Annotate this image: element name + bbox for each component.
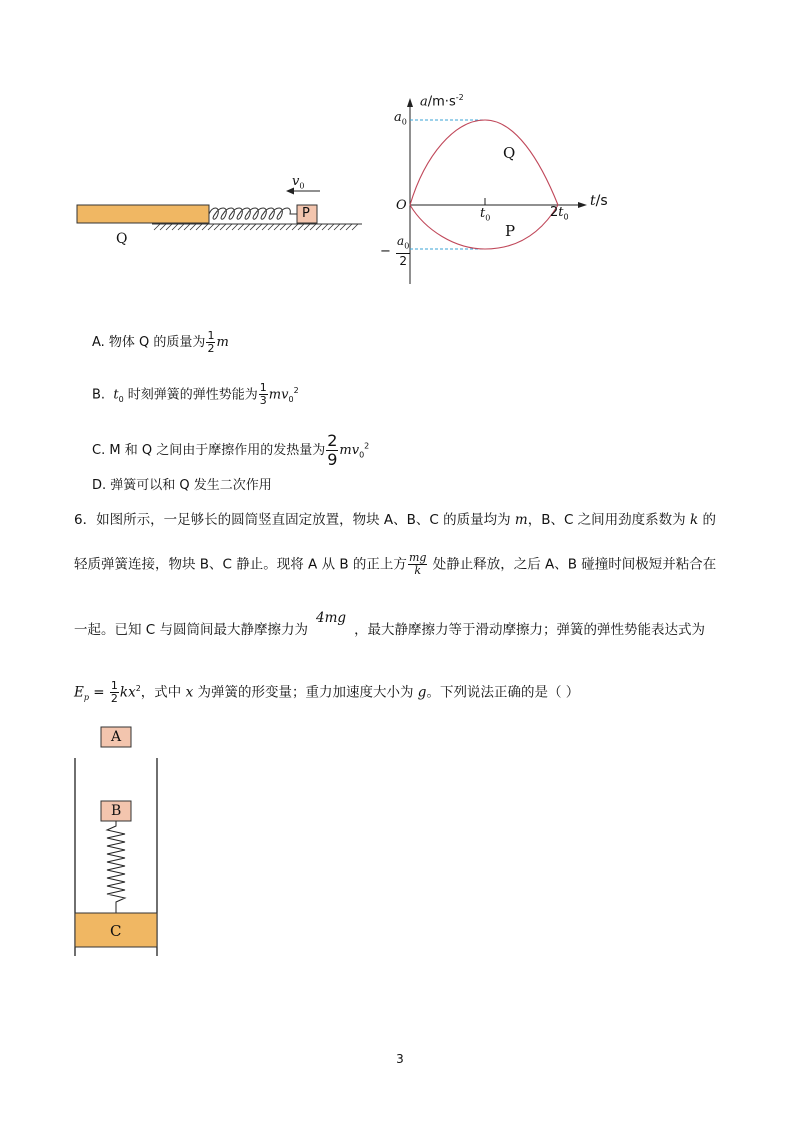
label-v0: $v_0$ <box>292 174 305 191</box>
option-c: C. M 和 Q 之间由于摩擦作用的发热量为 $\frac{2}{9}$ $mv_0^2$ <box>92 431 370 469</box>
question6-line2: 轻质弹簧连接，物块 B、C 静止。现将 A 从 B 的正上方 $\frac{mg}{k}$ 处静止释放，之后 A、B 碰撞时间极短并粘合在 <box>74 551 717 577</box>
option-a: A. 物体 Q 的质量为 $\frac{1}{2}$ m <box>92 329 229 355</box>
graph-a-t <box>380 90 620 290</box>
spring-horizontal <box>209 208 297 219</box>
curve-q <box>410 120 558 205</box>
label-block-a: A <box>111 729 122 745</box>
question6-line3: 一起。已知 C 与圆筒间最大静摩擦力为4mg，最大静摩擦力等于滑动摩擦力；弹簧的弹性势能表达式为 <box>74 610 706 638</box>
label-block-q: Q <box>116 231 128 247</box>
label-block-c: C <box>110 922 122 940</box>
figure-spring-blocks <box>70 170 370 250</box>
graph-t0-label: $t_0$ <box>480 206 491 223</box>
label-block-b: B <box>111 803 122 819</box>
graph-y-label: $a/m\cdot s^{-2}$ <box>420 93 464 110</box>
graph-curve-q-label: Q <box>503 144 516 162</box>
graph-neg-a0-half-label: − $\frac{a_0}{2}$ <box>380 234 410 269</box>
question6-line1: 6．如图所示，一足够长的圆筒竖直固定放置，物块 A、B、C 的质量均为 m，B、C 之间用劲度系数为 k 的 <box>74 512 716 528</box>
graph-x-label: t/s <box>590 193 608 209</box>
block-q <box>77 205 209 223</box>
question6-line4: $E_p$ = $\frac{1}{2}$ $kx^2$，式中 x 为弹簧的形变量；重力加速度大小为 g。下列说法正确的是（ ） <box>74 679 580 705</box>
label-block-p: P <box>302 206 310 221</box>
graph-a0-label: $a_0$ <box>394 110 407 127</box>
graph-origin-label: O <box>396 198 407 213</box>
graph-curve-p-label: P <box>505 222 516 240</box>
graph-2t0-label: $2t_0$ <box>550 205 569 222</box>
option-b: B. $t_0$ 时刻弹簧的弹性势能为 $\frac{1}{3}$ $mv_0^2$ <box>92 381 299 408</box>
page-number: 3 <box>396 1052 404 1066</box>
option-d: D. 弹簧可以和 Q 发生二次作用 <box>92 478 272 493</box>
spring-vertical <box>107 821 125 913</box>
